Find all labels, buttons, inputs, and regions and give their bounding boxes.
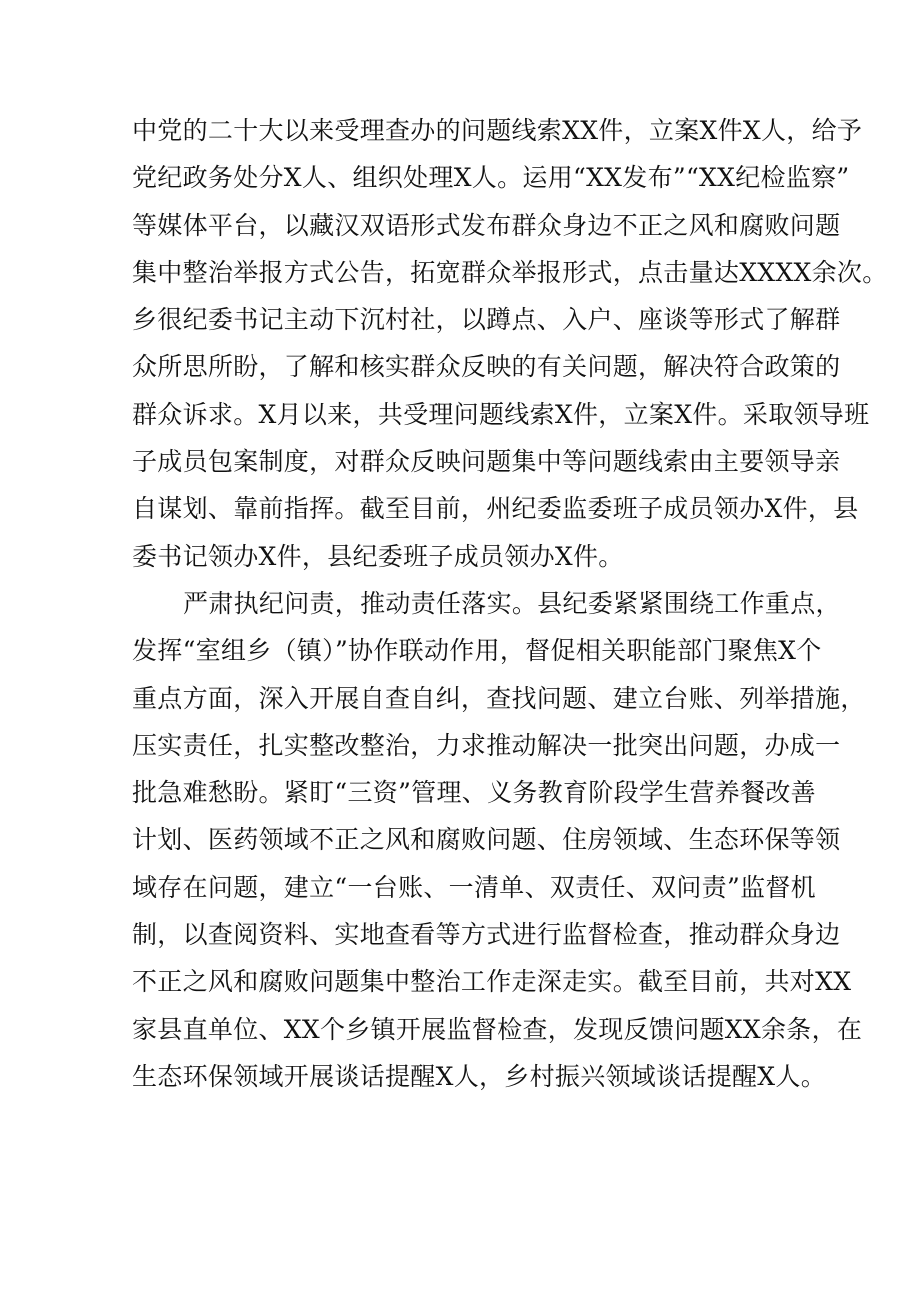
paragraph-line: 中党的二十大以来受理查办的问题线索XX件，立案X件X人，给予 xyxy=(132,116,863,145)
paragraph-line: 发挥“室组乡（镇）”协作联动作用，督促相关职能部门聚焦X个 xyxy=(132,636,822,666)
paragraph-line: 计划、医药领域不正之风和腐败问题、住房领域、生态环保等领 xyxy=(132,825,841,855)
paragraph-line: 群众诉求。X月以来，共受理问题线索X件，立案X件。采取领导班 xyxy=(132,399,870,429)
paragraph-line: 乡很纪委书记主动下沉村社，以蹲点、入户、座谈等形式了解群 xyxy=(132,305,841,335)
paragraph-line: 自谋划、靠前指挥。截至目前，州纪委监委班子成员领办X件，县 xyxy=(132,494,859,524)
paragraph-2 xyxy=(132,580,866,1100)
paragraph-line: 域存在问题，建立“一台账、一清单、双责任、双问责”监督机 xyxy=(132,872,816,902)
paragraph-1 xyxy=(132,107,888,580)
paragraph-line: 重点方面，深入开展自查自纠，查找问题、建立台账、列举措施， xyxy=(132,683,866,713)
paragraph-line: 委书记领办X件，县纪委班子成员领办X件。 xyxy=(132,541,624,571)
paragraph-line: 等媒体平台，以藏汉双语形式发布群众身边不正之风和腐败问题 xyxy=(132,210,841,240)
paragraph-line: 批急难愁盼。紧盯“三资”管理、义务教育阶段学生营养餐改善 xyxy=(132,778,816,808)
paragraph-line: 家县直单位、XX个乡镇开展监督检查，发现反馈问题XX余条，在 xyxy=(132,1014,863,1044)
paragraph-line: 子成员包案制度，对群众反映问题集中等问题线索由主要领导亲 xyxy=(132,447,841,477)
paragraph-line: 众所思所盼，了解和核实群众反映的有关问题，解决符合政策的 xyxy=(132,352,841,382)
paragraph-line: 党纪政务处分X人、组织处理X人。运用“XX发布”“XX纪检监察” xyxy=(132,163,850,193)
paragraph-line: 压实责任，扎实整改整治，力求推动解决一批突出问题，办成一 xyxy=(132,730,841,760)
paragraph-line: 严肃执纪问责，推动责任落实。县纪委紧紧围绕工作重点， xyxy=(183,588,841,618)
paragraph-line: 制，以查阅资料、实地查看等方式进行监督检查，推动群众身边 xyxy=(132,920,841,950)
paragraph-line: 集中整治举报方式公告，拓宽群众举报形式，点击量达XXXX余次。 xyxy=(132,257,888,287)
paragraph-line: 不正之风和腐败问题集中整治工作走深走实。截至目前，共对XX xyxy=(132,967,852,997)
document-body xyxy=(132,107,888,1100)
paragraph-line: 生态环保领域开展谈话提醒X人，乡村振兴领域谈话提醒X人。 xyxy=(132,1061,826,1091)
